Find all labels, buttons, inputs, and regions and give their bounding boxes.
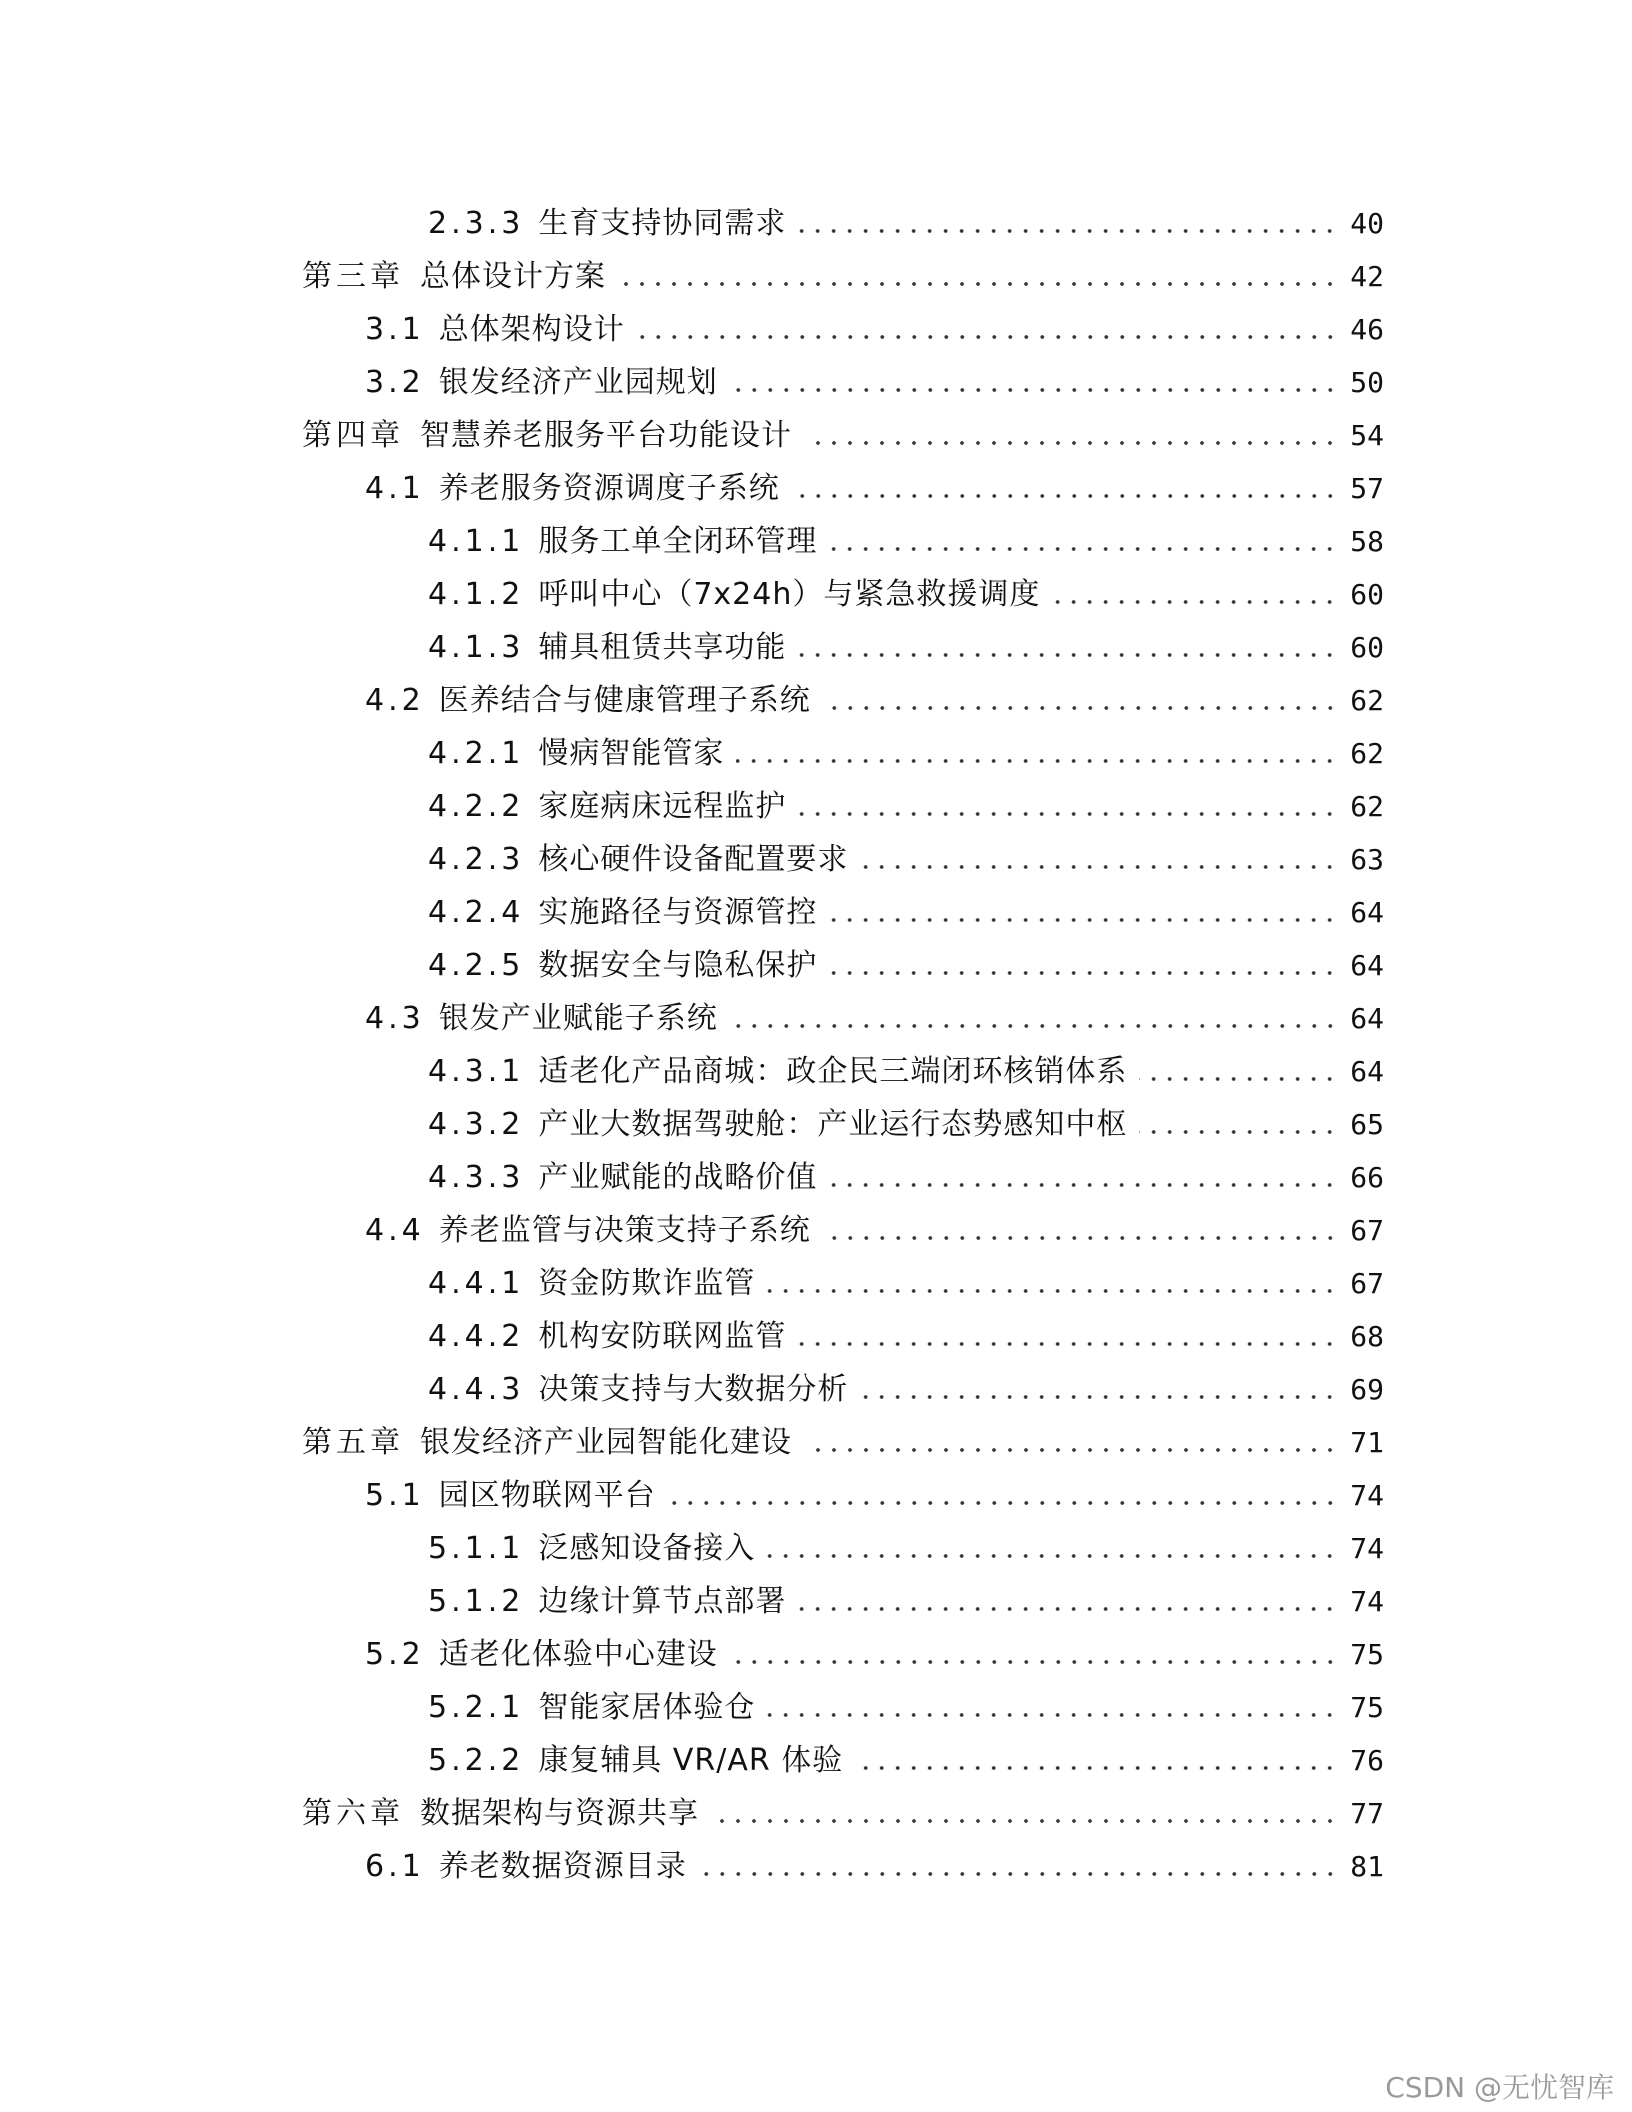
toc-entry-number: 3.2: [365, 364, 425, 400]
dot-leader: [699, 1872, 1338, 1876]
toc-entry[interactable]: [0, 780, 1632, 833]
dot-leader: [829, 547, 1338, 551]
dot-leader: [1052, 600, 1338, 604]
toc-entry-title: 服务工单全闭环管理: [538, 523, 818, 559]
dot-leader: [804, 441, 1338, 445]
toc-entry[interactable]: [0, 197, 1632, 250]
toc-entry-number: 4.2.1: [428, 735, 525, 771]
toc-entry-title: 产业大数据驾驶舱：产业运行态势感知中枢: [538, 1106, 1128, 1142]
toc-entry-page-number: 77: [1350, 1796, 1384, 1830]
toc-entry-number: 第六章: [302, 1795, 404, 1831]
table-of-contents: [0, 197, 1632, 1893]
dot-leader: [1139, 1077, 1338, 1081]
toc-entry-number: 5.2.1: [428, 1689, 525, 1725]
dot-leader: [798, 1607, 1338, 1611]
toc-entry-number: 6.1: [365, 1848, 425, 1884]
dot-leader: [767, 1554, 1338, 1558]
toc-entry-page-number: 60: [1350, 630, 1384, 664]
toc-entry-page-number: 50: [1350, 365, 1384, 399]
toc-entry-number: 4.2.3: [428, 841, 525, 877]
dot-leader: [730, 1024, 1338, 1028]
dot-leader: [798, 229, 1338, 233]
toc-entry-title: 泛感知设备接入: [538, 1530, 756, 1566]
toc-entry-page-number: 64: [1350, 895, 1384, 929]
toc-entry[interactable]: [0, 1734, 1632, 1787]
toc-entry-page-number: 75: [1350, 1637, 1384, 1671]
toc-entry[interactable]: [0, 1469, 1632, 1522]
toc-entry-page-number: 46: [1350, 312, 1384, 346]
toc-entry-title: 智慧养老服务平台功能设计: [420, 417, 792, 453]
dot-leader: [1139, 1130, 1338, 1134]
toc-entry-title: 银发经济产业园智能化建设: [420, 1424, 792, 1460]
toc-entry-page-number: 64: [1350, 948, 1384, 982]
toc-entry[interactable]: [0, 1098, 1632, 1151]
toc-entry[interactable]: [0, 1522, 1632, 1575]
toc-entry-number: 4.4.2: [428, 1318, 525, 1354]
toc-entry-title: 养老服务资源调度子系统: [438, 470, 780, 506]
toc-entry-page-number: 58: [1350, 524, 1384, 558]
toc-entry-title: 银发产业赋能子系统: [438, 1000, 718, 1036]
toc-entry-title: 边缘计算节点部署: [538, 1583, 787, 1619]
toc-entry-number: 第三章: [302, 258, 404, 294]
dot-leader: [730, 388, 1338, 392]
dot-leader: [823, 706, 1338, 710]
toc-entry-page-number: 74: [1350, 1478, 1384, 1512]
toc-entry-page-number: 64: [1350, 1001, 1384, 1035]
toc-entry-title: 实施路径与资源管控: [538, 894, 818, 930]
toc-entry-title: 智能家居体验仓: [538, 1689, 756, 1725]
toc-entry-page-number: 69: [1350, 1372, 1384, 1406]
toc-entry-number: 4.1.3: [428, 629, 525, 665]
toc-entry-page-number: 64: [1350, 1054, 1384, 1088]
toc-entry-page-number: 54: [1350, 418, 1384, 452]
toc-entry-number: 4.3: [365, 1000, 425, 1036]
dot-leader: [829, 918, 1338, 922]
toc-entry-page-number: 63: [1350, 842, 1384, 876]
toc-entry-title: 产业赋能的战略价值: [538, 1159, 818, 1195]
toc-entry-title: 呼叫中心（7x24h）与紧急救援调度: [538, 576, 1041, 612]
toc-entry-title: 生育支持协同需求: [538, 205, 787, 241]
toc-entry-number: 4.4: [365, 1212, 425, 1248]
dot-leader: [618, 282, 1338, 286]
dot-leader: [736, 759, 1338, 763]
toc-entry-page-number: 65: [1350, 1107, 1384, 1141]
toc-entry-number: 5.1.2: [428, 1583, 525, 1619]
toc-entry-number: 4.3.2: [428, 1106, 525, 1142]
toc-entry-title: 机构安防联网监管: [538, 1318, 787, 1354]
toc-entry-number: 4.3.3: [428, 1159, 525, 1195]
toc-entry[interactable]: [0, 833, 1632, 886]
toc-entry[interactable]: [0, 1628, 1632, 1681]
dot-leader: [798, 653, 1338, 657]
toc-entry[interactable]: [0, 1151, 1632, 1204]
dot-leader: [767, 1713, 1338, 1717]
toc-entry[interactable]: [0, 462, 1632, 515]
toc-entry-page-number: 75: [1350, 1690, 1384, 1724]
toc-entry-number: 5.1: [365, 1477, 425, 1513]
toc-entry-title: 适老化体验中心建设: [438, 1636, 718, 1672]
dot-leader: [855, 1766, 1338, 1770]
dot-leader: [637, 335, 1338, 339]
toc-entry[interactable]: [0, 939, 1632, 992]
toc-entry-page-number: 40: [1350, 206, 1384, 240]
toc-entry-page-number: 62: [1350, 789, 1384, 823]
toc-entry-number: 5.1.1: [428, 1530, 525, 1566]
toc-entry[interactable]: [0, 992, 1632, 1045]
dot-leader: [829, 1183, 1338, 1187]
toc-entry-title: 医养结合与健康管理子系统: [438, 682, 811, 718]
toc-entry-title: 家庭病床远程监护: [538, 788, 787, 824]
toc-entry-page-number: 62: [1350, 683, 1384, 717]
toc-entry-title: 适老化产品商城：政企民三端闭环核销体系: [538, 1053, 1128, 1089]
dot-leader: [823, 1236, 1338, 1240]
toc-entry-page-number: 67: [1350, 1213, 1384, 1247]
toc-entry-number: 4.3.1: [428, 1053, 525, 1089]
dot-leader: [798, 1342, 1338, 1346]
toc-entry-number: 2.3.3: [428, 205, 525, 241]
toc-entry-page-number: 60: [1350, 577, 1384, 611]
toc-entry-title: 数据安全与隐私保护: [538, 947, 818, 983]
toc-entry-number: 4.2.5: [428, 947, 525, 983]
toc-entry-page-number: 42: [1350, 259, 1384, 293]
toc-entry-page-number: 81: [1350, 1849, 1384, 1883]
toc-entry-title: 核心硬件设备配置要求: [538, 841, 849, 877]
toc-entry[interactable]: [0, 1787, 1632, 1840]
toc-entry[interactable]: [0, 515, 1632, 568]
toc-entry[interactable]: [0, 621, 1632, 674]
toc-entry[interactable]: [0, 1045, 1632, 1098]
toc-entry-number: 4.1: [365, 470, 425, 506]
toc-entry-title: 总体设计方案: [420, 258, 606, 294]
toc-entry-number: 4.2: [365, 682, 425, 718]
toc-entry-title: 银发经济产业园规划: [438, 364, 718, 400]
toc-entry-page-number: 68: [1350, 1319, 1384, 1353]
toc-entry-title: 康复辅具 VR/AR 体验: [538, 1742, 844, 1778]
toc-entry[interactable]: [0, 1575, 1632, 1628]
toc-entry-page-number: 62: [1350, 736, 1384, 770]
toc-entry[interactable]: [0, 1681, 1632, 1734]
toc-entry-title: 决策支持与大数据分析: [538, 1371, 849, 1407]
toc-entry-page-number: 74: [1350, 1584, 1384, 1618]
toc-entry-title: 资金防欺诈监管: [538, 1265, 756, 1301]
dot-leader: [730, 1660, 1338, 1664]
toc-entry[interactable]: [0, 674, 1632, 727]
toc-entry-number: 4.2.4: [428, 894, 525, 930]
dot-leader: [711, 1819, 1338, 1823]
toc-entry[interactable]: [0, 356, 1632, 409]
dot-leader: [860, 865, 1338, 869]
toc-entry-title: 园区物联网平台: [438, 1477, 656, 1513]
dot-leader: [829, 971, 1338, 975]
toc-entry-page-number: 71: [1350, 1425, 1384, 1459]
toc-entry-number: 第四章: [302, 417, 404, 453]
toc-entry[interactable]: [0, 568, 1632, 621]
dot-leader: [804, 1448, 1338, 1452]
toc-entry-title: 养老监管与决策支持子系统: [438, 1212, 811, 1248]
dot-leader: [668, 1501, 1338, 1505]
dot-leader: [767, 1289, 1338, 1293]
toc-entry-number: 4.4.3: [428, 1371, 525, 1407]
toc-entry-title: 养老数据资源目录: [438, 1848, 687, 1884]
toc-entry-number: 第五章: [302, 1424, 404, 1460]
toc-entry[interactable]: [0, 1310, 1632, 1363]
toc-entry[interactable]: [0, 1840, 1632, 1893]
watermark: CSDN @无忧智库: [1385, 2071, 1614, 2104]
toc-entry[interactable]: [0, 727, 1632, 780]
toc-entry-number: 4.1.1: [428, 523, 525, 559]
toc-entry[interactable]: [0, 409, 1632, 462]
toc-entry[interactable]: [0, 1363, 1632, 1416]
toc-entry-number: 4.4.1: [428, 1265, 525, 1301]
toc-entry-page-number: 67: [1350, 1266, 1384, 1300]
dot-leader: [860, 1395, 1338, 1399]
toc-entry-number: 3.1: [365, 311, 425, 347]
toc-entry-page-number: 57: [1350, 471, 1384, 505]
toc-entry[interactable]: [0, 303, 1632, 356]
toc-entry[interactable]: [0, 1416, 1632, 1469]
toc-entry[interactable]: [0, 1204, 1632, 1257]
toc-entry-number: 5.2.2: [428, 1742, 525, 1778]
toc-entry-title: 数据架构与资源共享: [420, 1795, 699, 1831]
toc-entry[interactable]: [0, 886, 1632, 939]
toc-entry-page-number: 66: [1350, 1160, 1384, 1194]
toc-entry-number: 5.2: [365, 1636, 425, 1672]
toc-entry[interactable]: [0, 250, 1632, 303]
toc-entry[interactable]: [0, 1257, 1632, 1310]
toc-entry-title: 总体架构设计: [438, 311, 625, 347]
toc-entry-title: 慢病智能管家: [538, 735, 725, 771]
dot-leader: [798, 812, 1338, 816]
dot-leader: [792, 494, 1338, 498]
toc-entry-number: 4.2.2: [428, 788, 525, 824]
toc-entry-number: 4.1.2: [428, 576, 525, 612]
toc-entry-title: 辅具租赁共享功能: [538, 629, 787, 665]
toc-entry-page-number: 74: [1350, 1531, 1384, 1565]
toc-entry-page-number: 76: [1350, 1743, 1384, 1777]
